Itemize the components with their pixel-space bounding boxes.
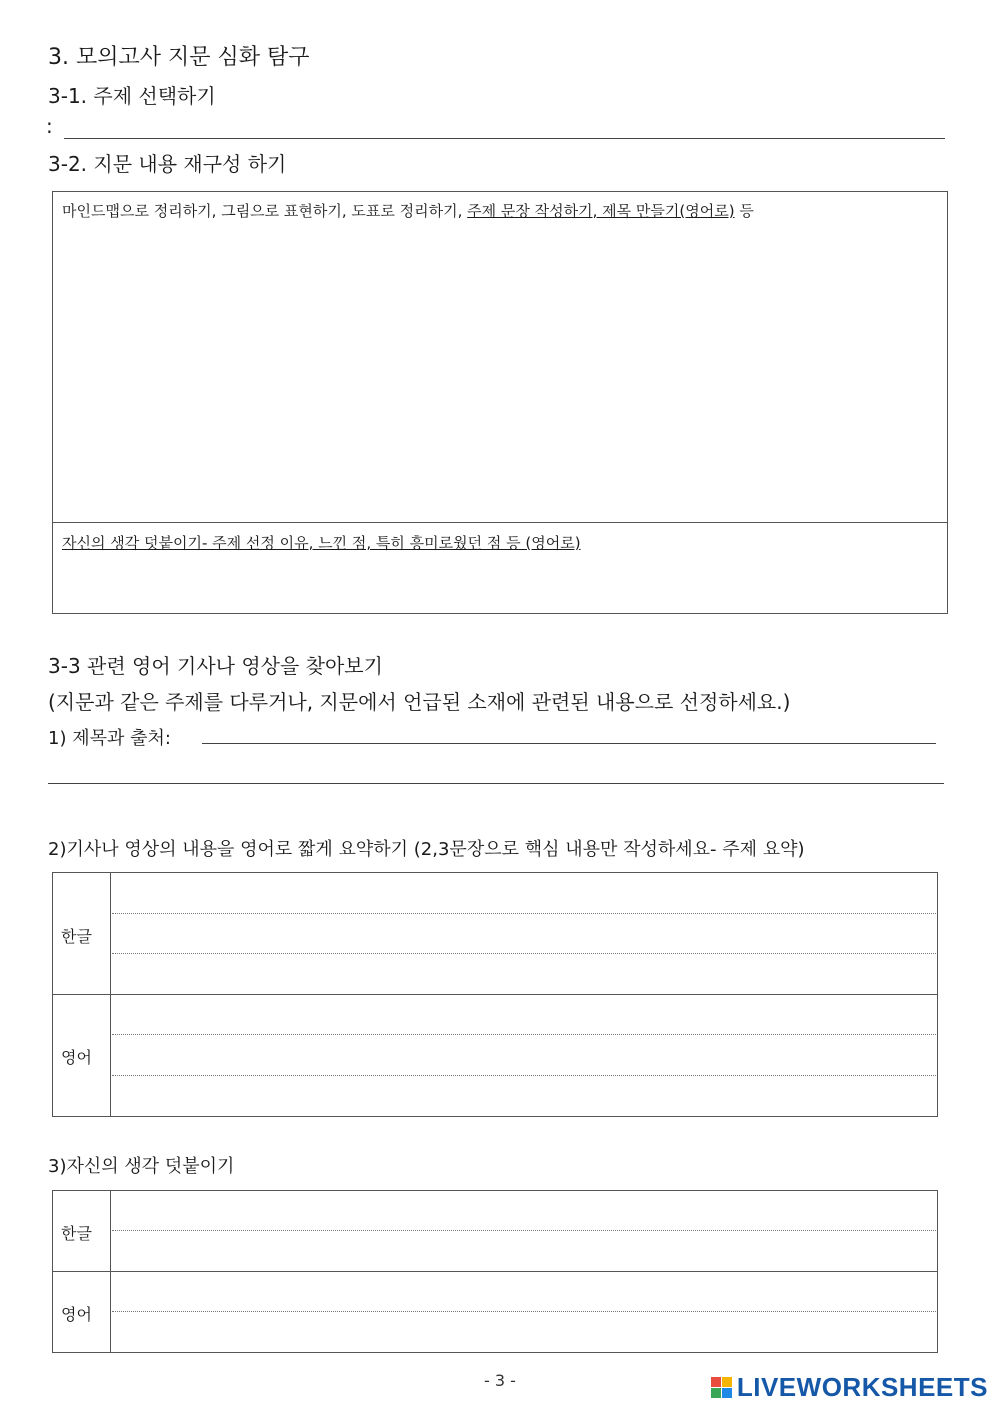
restructure-instructions <box>62 200 754 221</box>
item1-label: 1) 제목과 출처: <box>48 728 171 749</box>
summary-korean-line-2[interactable] <box>112 953 936 954</box>
section-title: 3. 모의고사 지문 심화 탐구 <box>48 45 310 70</box>
instructions-underlined: 주제 문장 작성하기, 제목 만들기(영어로) <box>467 202 735 220</box>
restructure-box-divider <box>52 522 948 523</box>
thoughts-korean-line[interactable] <box>112 1230 936 1231</box>
page-number: - 3 - <box>484 1371 516 1390</box>
title-source-line-2[interactable] <box>48 783 944 784</box>
own-thoughts-instructions: 자신의 생각 덧붙이기- 주제 선정 이유, 느낀 점, 특히 흥미로웠던 점 등 (영어로) <box>62 534 581 552</box>
instructions-plain: 마인드맵으로 정리하기, 그림으로 표현하기, 도표로 정리하기, <box>62 202 468 220</box>
subsection-3-2-title: 3-2. 지문 내용 재구성 하기 <box>48 152 287 176</box>
topic-colon: : <box>46 114 53 138</box>
summary-english-label: 영어 <box>61 1048 92 1067</box>
title-source-line[interactable] <box>202 743 936 744</box>
subsection-3-3-title: 3-3 관련 영어 기사나 영상을 찾아보기 <box>48 654 383 678</box>
thoughts-english-line[interactable] <box>112 1311 936 1312</box>
instructions-tail: 등 <box>734 202 754 220</box>
summary-english-line-1[interactable] <box>112 1034 936 1035</box>
thoughts-table-row-divider <box>52 1271 938 1272</box>
subsection-3-3-note: (지문과 같은 주제를 다루거나, 지문에서 언급된 소재에 관련된 내용으로 선정하세요.) <box>48 690 791 714</box>
subsection-3-1-title: 3-1. 주제 선택하기 <box>48 84 216 108</box>
thoughts-korean-label: 한글 <box>61 1224 92 1243</box>
summary-korean-label: 한글 <box>61 927 92 946</box>
item3-label: 3)자신의 생각 덧붙이기 <box>48 1156 235 1177</box>
summary-korean-line-1[interactable] <box>112 913 936 914</box>
summary-english-line-2[interactable] <box>112 1075 936 1076</box>
logo-cubes-icon <box>711 1377 733 1399</box>
item2-label: 2)기사나 영상의 내용을 영어로 짧게 요약하기 (2,3문장으로 핵심 내용만 작성하세요- 주제 요약) <box>48 839 805 860</box>
thoughts-english-label: 영어 <box>61 1305 92 1324</box>
topic-answer-line[interactable] <box>64 138 945 139</box>
logo-text: LIVEWORKSHEETS <box>736 1372 988 1402</box>
summary-table-row-divider <box>52 994 938 995</box>
liveworksheets-logo <box>711 1372 988 1403</box>
